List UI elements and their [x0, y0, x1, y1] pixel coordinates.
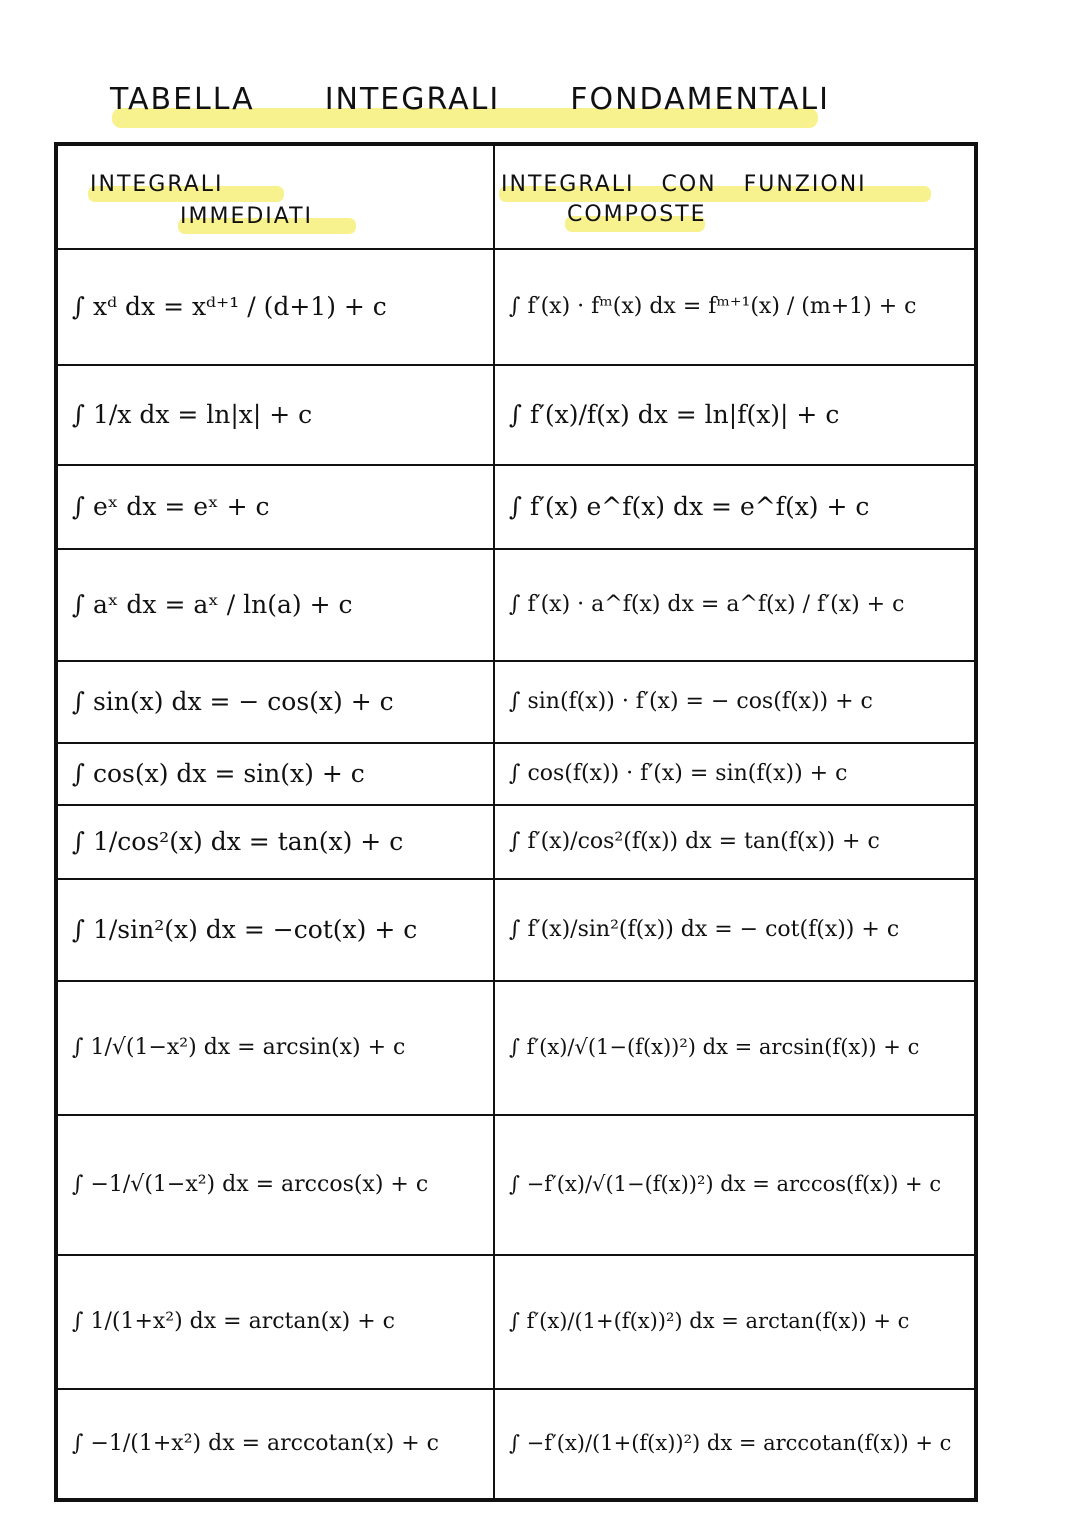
title-text [110, 82, 830, 117]
header-right-line2: COMPOSTE [567, 202, 707, 227]
header-right-line1: INTEGRALI CON FUNZIONI [501, 172, 867, 197]
formula-right: ∫ cos(f(x)) · f′(x) = sin(f(x)) + c [494, 743, 975, 805]
formula-right: ∫ f′(x) e^f(x) dx = e^f(x) + c [494, 465, 975, 549]
table-row [57, 465, 975, 549]
formula-right: ∫ −f′(x)/(1+(f(x))²) dx = arccotan(f(x)) + c [494, 1389, 975, 1499]
header-right [494, 145, 975, 249]
formula-left: ∫ 1/√(1−x²) dx = arcsin(x) + c [57, 981, 494, 1115]
title-word-3: FONDAMENTALI [570, 82, 830, 117]
formula-left: ∫ cos(x) dx = sin(x) + c [57, 743, 494, 805]
integrals-table [54, 142, 978, 1502]
table-row [57, 365, 975, 465]
header-left-line2: IMMEDIATI [180, 204, 314, 229]
table-row [57, 1115, 975, 1255]
table-row [57, 249, 975, 365]
formula-left: ∫ −1/(1+x²) dx = arccotan(x) + c [57, 1389, 494, 1499]
title-word-2: INTEGRALI [324, 82, 501, 117]
formula-left: ∫ −1/√(1−x²) dx = arccos(x) + c [57, 1115, 494, 1255]
formula-right: ∫ −f′(x)/√(1−(f(x))²) dx = arccos(f(x)) + c [494, 1115, 975, 1255]
formula-right: ∫ f′(x)/(1+(f(x))²) dx = arctan(f(x)) + c [494, 1255, 975, 1389]
formula-left: ∫ 1/cos²(x) dx = tan(x) + c [57, 805, 494, 879]
header-left [57, 145, 494, 249]
title-word-1: TABELLA [110, 82, 255, 117]
formula-left: ∫ 1/x dx = ln|x| + c [57, 365, 494, 465]
formula-right: ∫ f′(x)/sin²(f(x)) dx = − cot(f(x)) + c [494, 879, 975, 981]
formula-left: ∫ sin(x) dx = − cos(x) + c [57, 661, 494, 743]
formula-right: ∫ f′(x) · fᵐ(x) dx = fᵐ⁺¹(x) / (m+1) + c [494, 249, 975, 365]
header-left-line1: INTEGRALI [90, 172, 224, 197]
table-row [57, 981, 975, 1115]
formula-right: ∫ sin(f(x)) · f′(x) = − cos(f(x)) + c [494, 661, 975, 743]
formula-right: ∫ f′(x) · a^f(x) dx = a^f(x) / f′(x) + c [494, 549, 975, 661]
formula-right: ∫ f′(x)/f(x) dx = ln|f(x)| + c [494, 365, 975, 465]
page-title [0, 68, 1080, 148]
formula-right: ∫ f′(x)/cos²(f(x)) dx = tan(f(x)) + c [494, 805, 975, 879]
table-header-row [57, 145, 975, 249]
formula-left: ∫ eˣ dx = eˣ + c [57, 465, 494, 549]
formula-right: ∫ f′(x)/√(1−(f(x))²) dx = arcsin(f(x)) + c [494, 981, 975, 1115]
formula-left: ∫ 1/sin²(x) dx = −cot(x) + c [57, 879, 494, 981]
formula-left: ∫ aˣ dx = aˣ / ln(a) + c [57, 549, 494, 661]
formula-left: ∫ xᵈ dx = xᵈ⁺¹ / (d+1) + c [57, 249, 494, 365]
formula-left: ∫ 1/(1+x²) dx = arctan(x) + c [57, 1255, 494, 1389]
table-row [57, 805, 975, 879]
table-row [57, 743, 975, 805]
table-row [57, 1255, 975, 1389]
table-row [57, 661, 975, 743]
table-row [57, 1389, 975, 1499]
table-row [57, 879, 975, 981]
table-row [57, 549, 975, 661]
